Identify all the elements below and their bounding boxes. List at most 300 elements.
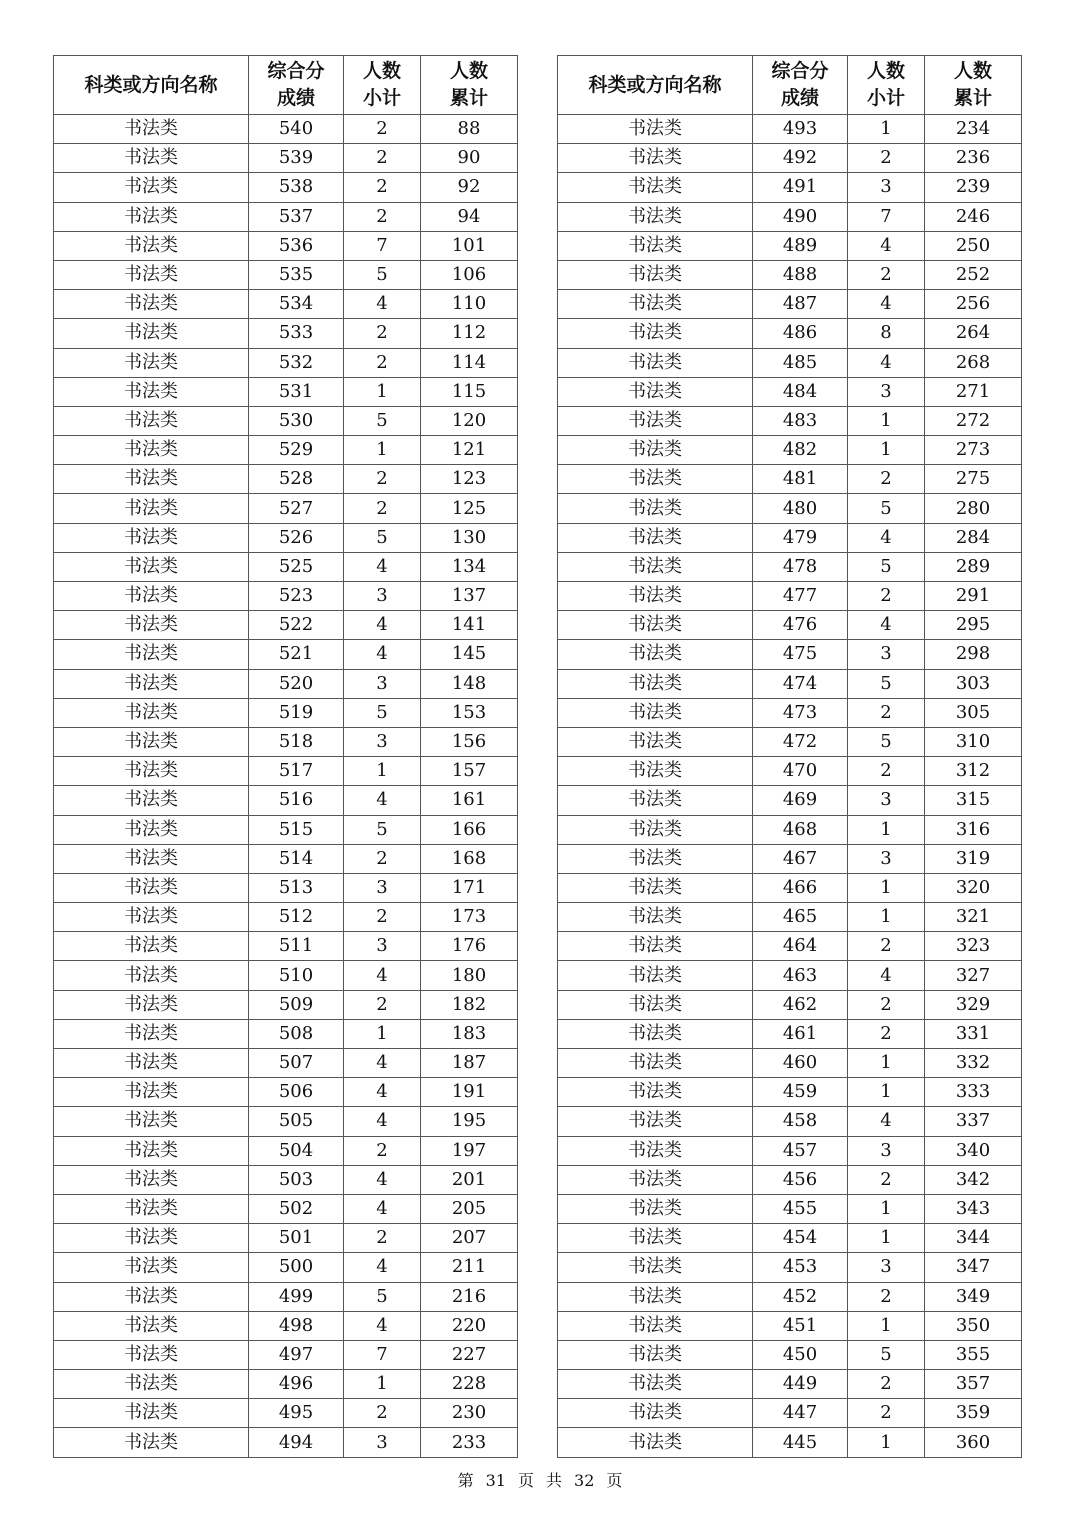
- count-cell: 4: [848, 961, 925, 990]
- score-cell: 528: [249, 465, 344, 494]
- count-cell: 1: [848, 406, 925, 435]
- count-cell: 2: [344, 494, 421, 523]
- category-cell: 书法类: [558, 990, 753, 1019]
- cumulative-cell: 239: [925, 173, 1022, 202]
- header-count: 人数 小计: [344, 56, 421, 115]
- cumulative-cell: 161: [421, 786, 518, 815]
- score-cell: 514: [249, 844, 344, 873]
- category-cell: 书法类: [558, 844, 753, 873]
- cumulative-cell: 227: [421, 1340, 518, 1369]
- score-cell: 445: [753, 1428, 848, 1457]
- score-cell: 451: [753, 1311, 848, 1340]
- cumulative-cell: 94: [421, 202, 518, 231]
- category-cell: 书法类: [54, 552, 249, 581]
- cumulative-cell: 275: [925, 465, 1022, 494]
- category-cell: 书法类: [558, 1399, 753, 1428]
- count-cell: 1: [344, 1370, 421, 1399]
- cumulative-cell: 141: [421, 611, 518, 640]
- category-cell: 书法类: [558, 465, 753, 494]
- score-cell: 512: [249, 903, 344, 932]
- category-cell: 书法类: [558, 815, 753, 844]
- cumulative-cell: 233: [421, 1428, 518, 1457]
- score-cell: 518: [249, 727, 344, 756]
- score-cell: 463: [753, 961, 848, 990]
- table-body-right: [558, 115, 1022, 1458]
- category-cell: 书法类: [54, 436, 249, 465]
- cumulative-cell: 310: [925, 727, 1022, 756]
- count-cell: 2: [344, 903, 421, 932]
- cumulative-cell: 180: [421, 961, 518, 990]
- category-cell: 书法类: [54, 611, 249, 640]
- table-row: [54, 698, 518, 727]
- count-cell: 2: [848, 990, 925, 1019]
- count-cell: 1: [848, 1078, 925, 1107]
- category-cell: 书法类: [558, 640, 753, 669]
- category-cell: 书法类: [54, 115, 249, 144]
- table-row: [54, 582, 518, 611]
- cumulative-cell: 289: [925, 552, 1022, 581]
- count-cell: 3: [344, 669, 421, 698]
- count-cell: 2: [344, 1399, 421, 1428]
- table-row: [558, 260, 1022, 289]
- table-row: [558, 815, 1022, 844]
- score-cell: 491: [753, 173, 848, 202]
- score-cell: 478: [753, 552, 848, 581]
- category-cell: 书法类: [558, 260, 753, 289]
- cumulative-cell: 110: [421, 290, 518, 319]
- score-cell: 475: [753, 640, 848, 669]
- table-row: [558, 231, 1022, 260]
- table-row: [558, 786, 1022, 815]
- cumulative-cell: 187: [421, 1049, 518, 1078]
- table-row: [54, 815, 518, 844]
- score-cell: 505: [249, 1107, 344, 1136]
- count-cell: 4: [344, 1194, 421, 1223]
- score-table-right: [557, 55, 1022, 1458]
- cumulative-cell: 291: [925, 582, 1022, 611]
- table-row: [54, 990, 518, 1019]
- table-row: [558, 173, 1022, 202]
- category-cell: 书法类: [54, 1370, 249, 1399]
- category-cell: 书法类: [54, 494, 249, 523]
- category-cell: 书法类: [54, 406, 249, 435]
- category-cell: 书法类: [558, 173, 753, 202]
- table-row: [54, 1194, 518, 1223]
- count-cell: 5: [344, 698, 421, 727]
- score-cell: 525: [249, 552, 344, 581]
- category-cell: 书法类: [558, 1049, 753, 1078]
- category-cell: 书法类: [558, 582, 753, 611]
- table-row: [558, 377, 1022, 406]
- cumulative-cell: 349: [925, 1282, 1022, 1311]
- table-row: [558, 1224, 1022, 1253]
- category-cell: 书法类: [558, 1428, 753, 1457]
- score-cell: 469: [753, 786, 848, 815]
- table-row: [558, 523, 1022, 552]
- count-cell: 5: [344, 1282, 421, 1311]
- count-cell: 4: [344, 640, 421, 669]
- count-cell: 5: [344, 523, 421, 552]
- score-cell: 540: [249, 115, 344, 144]
- score-table-left: [53, 55, 518, 1458]
- table-row: [558, 698, 1022, 727]
- cumulative-cell: 268: [925, 348, 1022, 377]
- score-cell: 479: [753, 523, 848, 552]
- cumulative-cell: 101: [421, 231, 518, 260]
- count-cell: 5: [848, 494, 925, 523]
- table-row: [558, 1428, 1022, 1457]
- cumulative-cell: 320: [925, 873, 1022, 902]
- count-cell: 5: [848, 727, 925, 756]
- table-row: [54, 523, 518, 552]
- score-cell: 462: [753, 990, 848, 1019]
- score-cell: 474: [753, 669, 848, 698]
- cumulative-cell: 252: [925, 260, 1022, 289]
- count-cell: 5: [344, 815, 421, 844]
- table-row: [54, 260, 518, 289]
- count-cell: 4: [344, 961, 421, 990]
- table-row: [54, 494, 518, 523]
- score-cell: 527: [249, 494, 344, 523]
- score-cell: 538: [249, 173, 344, 202]
- cumulative-cell: 340: [925, 1136, 1022, 1165]
- category-cell: 书法类: [54, 786, 249, 815]
- count-cell: 2: [344, 844, 421, 873]
- score-cell: 506: [249, 1078, 344, 1107]
- count-cell: 3: [344, 932, 421, 961]
- count-cell: 4: [344, 1253, 421, 1282]
- score-cell: 516: [249, 786, 344, 815]
- table-row: [558, 582, 1022, 611]
- cumulative-cell: 148: [421, 669, 518, 698]
- score-cell: 531: [249, 377, 344, 406]
- score-cell: 460: [753, 1049, 848, 1078]
- cumulative-cell: 134: [421, 552, 518, 581]
- cumulative-cell: 264: [925, 319, 1022, 348]
- table-row: [558, 348, 1022, 377]
- score-cell: 482: [753, 436, 848, 465]
- count-cell: 4: [848, 611, 925, 640]
- cumulative-cell: 273: [925, 436, 1022, 465]
- category-cell: 书法类: [558, 144, 753, 173]
- category-cell: 书法类: [558, 231, 753, 260]
- table-row: [54, 173, 518, 202]
- score-cell: 503: [249, 1165, 344, 1194]
- score-cell: 461: [753, 1019, 848, 1048]
- count-cell: 7: [848, 202, 925, 231]
- count-cell: 4: [848, 1107, 925, 1136]
- category-cell: 书法类: [54, 1311, 249, 1340]
- table-row: [558, 727, 1022, 756]
- cumulative-cell: 90: [421, 144, 518, 173]
- count-cell: 3: [344, 727, 421, 756]
- count-cell: 2: [848, 1399, 925, 1428]
- cumulative-cell: 295: [925, 611, 1022, 640]
- count-cell: 1: [848, 115, 925, 144]
- score-cell: 501: [249, 1224, 344, 1253]
- cumulative-cell: 284: [925, 523, 1022, 552]
- cumulative-cell: 211: [421, 1253, 518, 1282]
- category-cell: 书法类: [558, 494, 753, 523]
- score-cell: 490: [753, 202, 848, 231]
- count-cell: 5: [848, 552, 925, 581]
- header-score: 综合分 成绩: [249, 56, 344, 115]
- cumulative-cell: 112: [421, 319, 518, 348]
- score-cell: 520: [249, 669, 344, 698]
- category-cell: 书法类: [558, 1224, 753, 1253]
- category-cell: 书法类: [558, 932, 753, 961]
- category-cell: 书法类: [54, 932, 249, 961]
- category-cell: 书法类: [558, 552, 753, 581]
- category-cell: 书法类: [54, 290, 249, 319]
- category-cell: 书法类: [558, 1282, 753, 1311]
- table-row: [54, 1282, 518, 1311]
- footer-total-pages: 32: [574, 1471, 595, 1490]
- count-cell: 5: [848, 669, 925, 698]
- score-cell: 496: [249, 1370, 344, 1399]
- table-row: [558, 1370, 1022, 1399]
- category-cell: 书法类: [54, 990, 249, 1019]
- count-cell: 1: [848, 815, 925, 844]
- table-row: [54, 1136, 518, 1165]
- cumulative-cell: 327: [925, 961, 1022, 990]
- cumulative-cell: 125: [421, 494, 518, 523]
- cumulative-cell: 319: [925, 844, 1022, 873]
- score-cell: 459: [753, 1078, 848, 1107]
- page-footer: [0, 1468, 1080, 1491]
- header-count: 人数 小计: [848, 56, 925, 115]
- category-cell: 书法类: [558, 903, 753, 932]
- table-row: [558, 290, 1022, 319]
- count-cell: 3: [344, 582, 421, 611]
- table-row: [54, 669, 518, 698]
- table-row: [558, 1253, 1022, 1282]
- category-cell: 书法类: [558, 1340, 753, 1369]
- category-cell: 书法类: [558, 757, 753, 786]
- table-row: [558, 552, 1022, 581]
- count-cell: 7: [344, 1340, 421, 1369]
- count-cell: 1: [848, 1194, 925, 1223]
- table-row: [54, 1311, 518, 1340]
- count-cell: 1: [848, 1224, 925, 1253]
- count-cell: 2: [344, 173, 421, 202]
- cumulative-cell: 303: [925, 669, 1022, 698]
- table-row: [54, 1428, 518, 1457]
- table-row: [558, 1194, 1022, 1223]
- score-cell: 492: [753, 144, 848, 173]
- cumulative-cell: 280: [925, 494, 1022, 523]
- score-cell: 447: [753, 1399, 848, 1428]
- cumulative-cell: 115: [421, 377, 518, 406]
- category-cell: 书法类: [54, 961, 249, 990]
- table-row: [558, 1399, 1022, 1428]
- cumulative-cell: 195: [421, 1107, 518, 1136]
- score-cell: 489: [753, 231, 848, 260]
- count-cell: 3: [848, 1136, 925, 1165]
- category-cell: 书法类: [558, 1078, 753, 1107]
- category-cell: 书法类: [558, 1311, 753, 1340]
- table-row: [54, 611, 518, 640]
- score-cell: 511: [249, 932, 344, 961]
- table-row: [54, 1253, 518, 1282]
- table-row: [54, 1340, 518, 1369]
- cumulative-cell: 355: [925, 1340, 1022, 1369]
- cumulative-cell: 183: [421, 1019, 518, 1048]
- cumulative-cell: 271: [925, 377, 1022, 406]
- cumulative-cell: 332: [925, 1049, 1022, 1078]
- cumulative-cell: 344: [925, 1224, 1022, 1253]
- cumulative-cell: 197: [421, 1136, 518, 1165]
- table-row: [54, 1049, 518, 1078]
- category-cell: 书法类: [54, 1019, 249, 1048]
- count-cell: 2: [848, 1282, 925, 1311]
- cumulative-cell: 333: [925, 1078, 1022, 1107]
- score-cell: 455: [753, 1194, 848, 1223]
- score-cell: 494: [249, 1428, 344, 1457]
- cumulative-cell: 176: [421, 932, 518, 961]
- score-cell: 472: [753, 727, 848, 756]
- count-cell: 2: [344, 115, 421, 144]
- count-cell: 4: [344, 1107, 421, 1136]
- category-cell: 书法类: [558, 873, 753, 902]
- cumulative-cell: 205: [421, 1194, 518, 1223]
- count-cell: 2: [344, 465, 421, 494]
- score-cell: 487: [753, 290, 848, 319]
- cumulative-cell: 201: [421, 1165, 518, 1194]
- cumulative-cell: 106: [421, 260, 518, 289]
- category-cell: 书法类: [54, 319, 249, 348]
- footer-total-unit: 页: [606, 1471, 623, 1490]
- category-cell: 书法类: [54, 202, 249, 231]
- count-cell: 1: [848, 1311, 925, 1340]
- score-cell: 453: [753, 1253, 848, 1282]
- table-row: [558, 873, 1022, 902]
- table-row: [558, 406, 1022, 435]
- score-cell: 483: [753, 406, 848, 435]
- table-row: [558, 144, 1022, 173]
- cumulative-cell: 207: [421, 1224, 518, 1253]
- score-cell: 515: [249, 815, 344, 844]
- table-row: [558, 1311, 1022, 1340]
- score-cell: 537: [249, 202, 344, 231]
- count-cell: 2: [848, 582, 925, 611]
- category-cell: 书法类: [54, 873, 249, 902]
- cumulative-cell: 234: [925, 115, 1022, 144]
- count-cell: 5: [344, 260, 421, 289]
- category-cell: 书法类: [54, 727, 249, 756]
- category-cell: 书法类: [54, 1107, 249, 1136]
- category-cell: 书法类: [558, 727, 753, 756]
- cumulative-cell: 343: [925, 1194, 1022, 1223]
- cumulative-cell: 236: [925, 144, 1022, 173]
- table-row: [558, 1165, 1022, 1194]
- count-cell: 5: [848, 1340, 925, 1369]
- table-row: [54, 465, 518, 494]
- category-cell: 书法类: [54, 231, 249, 260]
- table-row: [558, 1019, 1022, 1048]
- score-cell: 497: [249, 1340, 344, 1369]
- count-cell: 2: [344, 202, 421, 231]
- table-row: [54, 757, 518, 786]
- category-cell: 书法类: [558, 523, 753, 552]
- score-cell: 500: [249, 1253, 344, 1282]
- table-row: [54, 1370, 518, 1399]
- table-row: [54, 1165, 518, 1194]
- score-cell: 473: [753, 698, 848, 727]
- score-cell: 456: [753, 1165, 848, 1194]
- count-cell: 5: [344, 406, 421, 435]
- score-cell: 533: [249, 319, 344, 348]
- score-cell: 517: [249, 757, 344, 786]
- cumulative-cell: 230: [421, 1399, 518, 1428]
- count-cell: 1: [344, 436, 421, 465]
- count-cell: 8: [848, 319, 925, 348]
- score-cell: 450: [753, 1340, 848, 1369]
- count-cell: 2: [344, 144, 421, 173]
- category-cell: 书法类: [54, 815, 249, 844]
- category-cell: 书法类: [54, 1224, 249, 1253]
- table-row: [558, 757, 1022, 786]
- score-cell: 466: [753, 873, 848, 902]
- count-cell: 3: [344, 873, 421, 902]
- score-cell: 535: [249, 260, 344, 289]
- cumulative-cell: 171: [421, 873, 518, 902]
- cumulative-cell: 191: [421, 1078, 518, 1107]
- count-cell: 2: [848, 932, 925, 961]
- category-cell: 书法类: [558, 961, 753, 990]
- table-row: [558, 1107, 1022, 1136]
- cumulative-cell: 92: [421, 173, 518, 202]
- category-cell: 书法类: [54, 465, 249, 494]
- cumulative-cell: 350: [925, 1311, 1022, 1340]
- count-cell: 3: [848, 1253, 925, 1282]
- category-cell: 书法类: [558, 290, 753, 319]
- count-cell: 2: [344, 1136, 421, 1165]
- table-row: [54, 202, 518, 231]
- header-score: 综合分 成绩: [753, 56, 848, 115]
- count-cell: 3: [344, 1428, 421, 1457]
- score-cell: 499: [249, 1282, 344, 1311]
- cumulative-cell: 246: [925, 202, 1022, 231]
- category-cell: 书法类: [54, 640, 249, 669]
- cumulative-cell: 168: [421, 844, 518, 873]
- score-cell: 509: [249, 990, 344, 1019]
- table-header-row: [54, 56, 518, 115]
- count-cell: 1: [344, 377, 421, 406]
- table-row: [558, 640, 1022, 669]
- cumulative-cell: 357: [925, 1370, 1022, 1399]
- cumulative-cell: 166: [421, 815, 518, 844]
- footer-total-label: 共: [546, 1471, 563, 1490]
- category-cell: 书法类: [558, 377, 753, 406]
- category-cell: 书法类: [54, 844, 249, 873]
- score-cell: 523: [249, 582, 344, 611]
- score-cell: 508: [249, 1019, 344, 1048]
- score-cell: 457: [753, 1136, 848, 1165]
- score-cell: 452: [753, 1282, 848, 1311]
- table-row: [54, 844, 518, 873]
- count-cell: 2: [848, 1019, 925, 1048]
- cumulative-cell: 123: [421, 465, 518, 494]
- table-row: [54, 932, 518, 961]
- cumulative-cell: 321: [925, 903, 1022, 932]
- table-row: [54, 1107, 518, 1136]
- cumulative-cell: 156: [421, 727, 518, 756]
- count-cell: 2: [344, 990, 421, 1019]
- count-cell: 4: [344, 290, 421, 319]
- score-cell: 467: [753, 844, 848, 873]
- table-row: [54, 640, 518, 669]
